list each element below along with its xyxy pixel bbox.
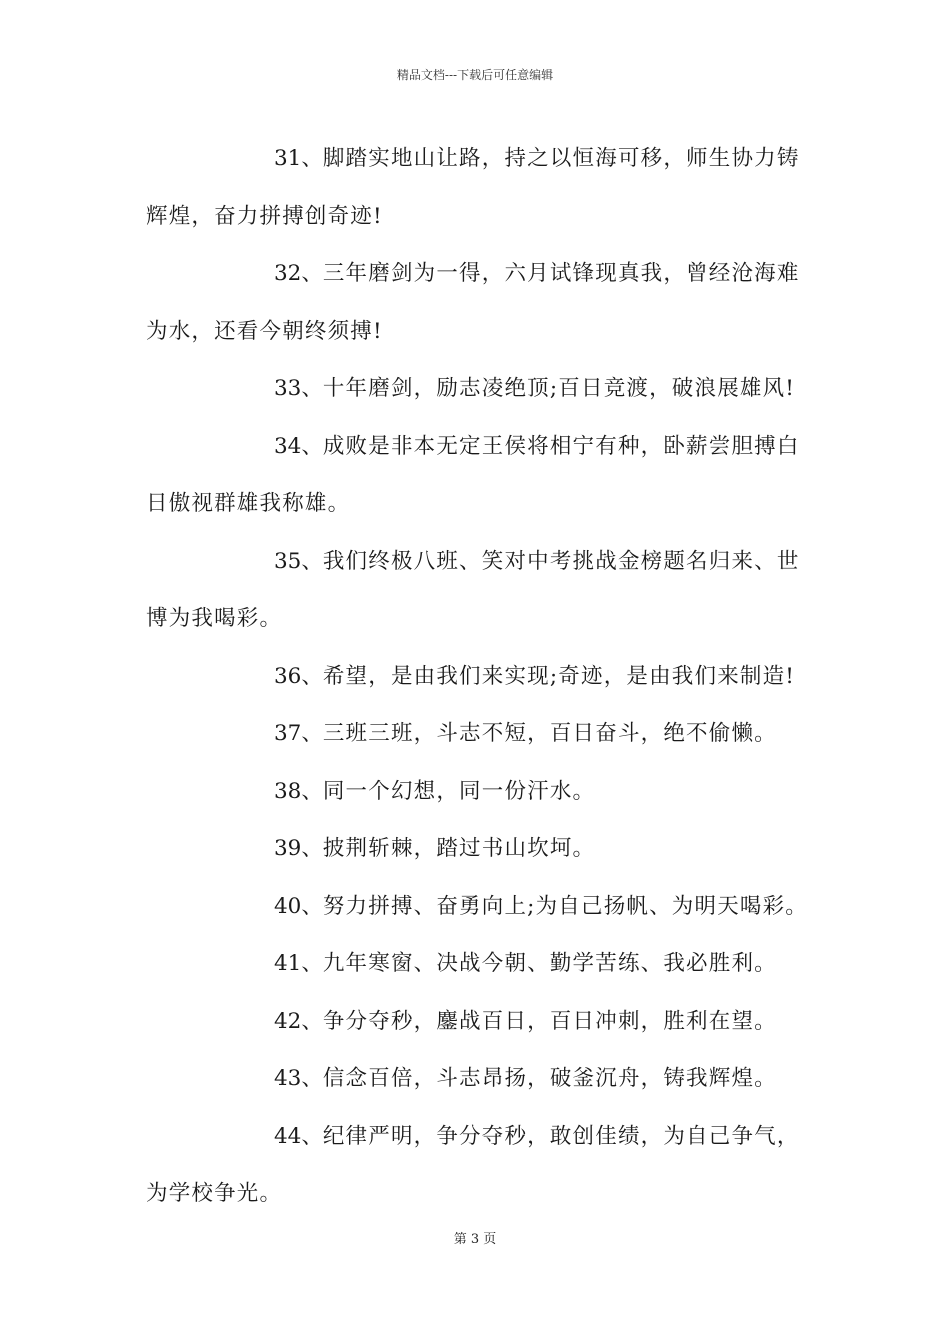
item-number: 33、 bbox=[274, 376, 323, 401]
list-item bbox=[146, 245, 810, 360]
list-item bbox=[146, 360, 810, 418]
item-text: 脚踏实地山让路，持之以恒海可移，师生协力铸辉煌，奋力拼搏创奇迹! bbox=[146, 146, 800, 229]
list-item bbox=[146, 648, 810, 706]
item-number: 37、 bbox=[274, 721, 323, 746]
list-item bbox=[146, 878, 810, 936]
item-text: 九年寒窗、决战今朝、勤学苦练、我必胜利。 bbox=[322, 951, 777, 976]
list-item bbox=[146, 763, 810, 821]
item-text: 争分夺秒，鏖战百日，百日冲刺，胜利在望。 bbox=[322, 1008, 777, 1034]
list-item bbox=[146, 1108, 810, 1223]
item-number: 35、 bbox=[274, 548, 323, 574]
item-number: 44、 bbox=[274, 1123, 323, 1149]
item-text: 同一个幻想，同一份汗水。 bbox=[322, 778, 596, 804]
item-number: 40、 bbox=[274, 893, 323, 919]
item-number: 41、 bbox=[274, 951, 323, 976]
item-text: 成败是非本无定王侯将相宁有种，卧薪尝胆搏白日傲视群雄我称雄。 bbox=[146, 433, 800, 516]
item-text: 三年磨剑为一得，六月试锋现真我，曾经沧海难为水，还看今朝终须搏! bbox=[146, 261, 800, 344]
item-text: 披荆斩棘，踏过书山坎坷。 bbox=[322, 836, 596, 861]
list-item bbox=[146, 1050, 810, 1108]
list-item bbox=[146, 418, 810, 533]
item-number: 31、 bbox=[274, 146, 323, 171]
item-number: 38、 bbox=[274, 778, 323, 804]
item-number: 34、 bbox=[274, 433, 323, 459]
item-number: 36、 bbox=[274, 663, 323, 689]
item-text: 信念百倍，斗志昂扬，破釜沉舟，铸我辉煌。 bbox=[322, 1066, 777, 1091]
list-item bbox=[146, 993, 810, 1051]
item-number: 43、 bbox=[274, 1066, 323, 1091]
list-item bbox=[146, 935, 810, 993]
list-item bbox=[146, 705, 810, 763]
item-text: 努力拼搏、奋勇向上;为自己扬帆、为明天喝彩。 bbox=[322, 893, 809, 919]
item-number: 42、 bbox=[274, 1008, 323, 1034]
item-number: 32、 bbox=[274, 261, 323, 286]
item-text: 十年磨剑，励志凌绝顶;百日竞渡，破浪展雄风! bbox=[322, 376, 796, 401]
list-item bbox=[146, 130, 810, 245]
item-number: 39、 bbox=[274, 836, 323, 861]
item-text: 希望，是由我们来实现;奇迹，是由我们来制造! bbox=[322, 663, 796, 689]
slogan-list bbox=[146, 130, 810, 1223]
list-item bbox=[146, 820, 810, 878]
list-item bbox=[146, 533, 810, 648]
item-text: 我们终极八班、笑对中考挑战金榜题名归来、世博为我喝彩。 bbox=[146, 548, 800, 631]
item-text: 纪律严明，争分夺秒，敢创佳绩，为自己争气，为学校争光。 bbox=[146, 1123, 800, 1206]
page-number: 第 3 页 bbox=[453, 1232, 497, 1247]
item-text: 三班三班，斗志不短，百日奋斗，绝不偷懒。 bbox=[322, 721, 777, 746]
page-header: 精品文档---下载后可任意编辑 bbox=[396, 68, 554, 82]
